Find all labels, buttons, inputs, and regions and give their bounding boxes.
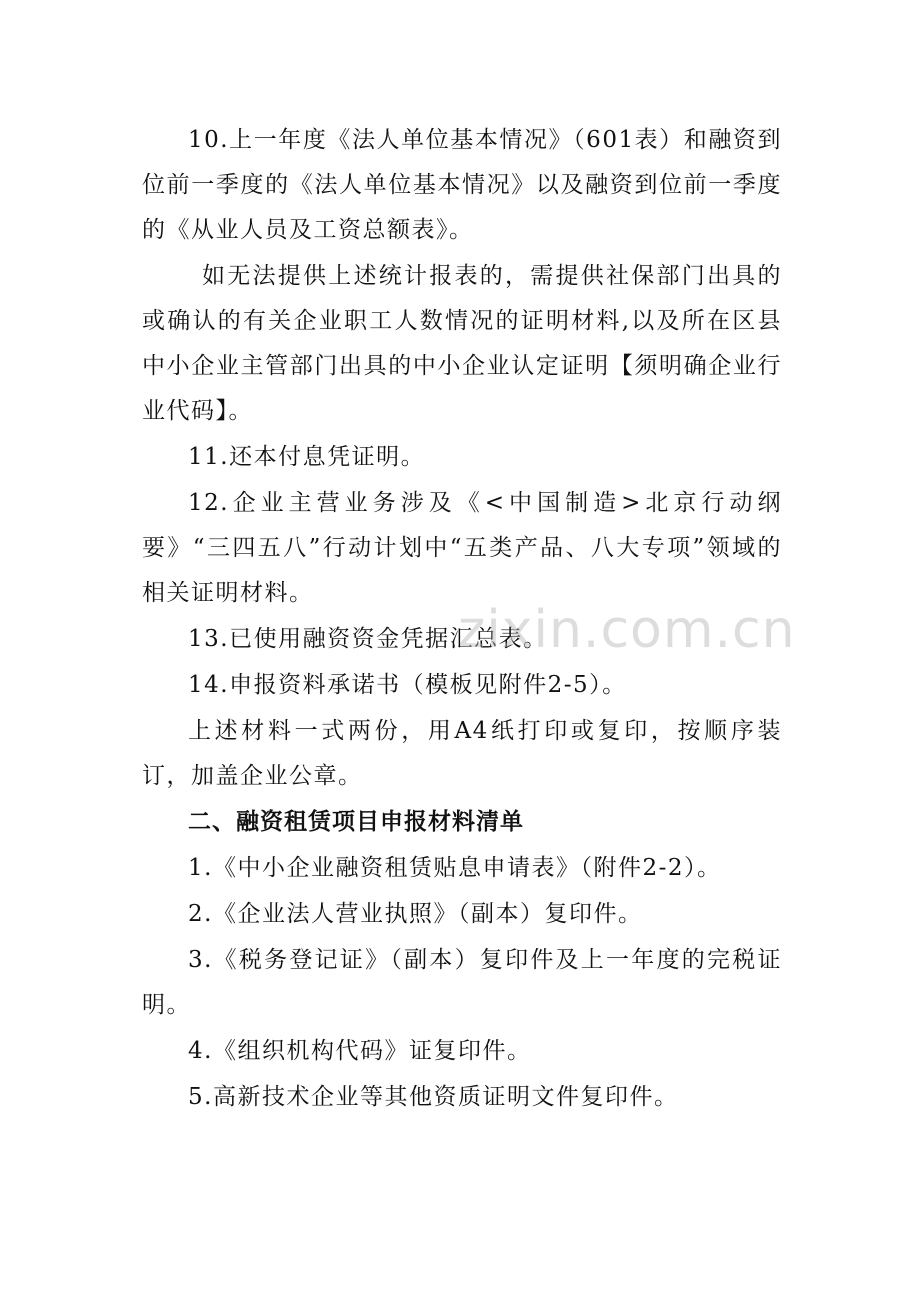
section-item-5: 5.高新技术企业等其他资质证明文件复印件。	[188, 1084, 679, 1110]
section-heading: 二、融资租赁项目申报材料清单	[188, 809, 524, 835]
paragraph-item-14: 14.申报资料承诺书（模板见附件2-5）。	[188, 672, 627, 698]
paragraph-statistics-alternative: 如无法提供上述统计报表的，需提供社保部门出具的或确认的有关企业职工人数情况的证明材料,以及所在区县中小企业主管部门出具的中小企业认定证明【须明确企业行业代码】。	[142, 263, 782, 424]
section-item-1: 1.《中小企业融资租赁贴息申请表》（附件2-2）。	[188, 855, 722, 881]
paragraph-item-13: 13.已使用融资资金凭据汇总表。	[188, 626, 548, 652]
paragraph-item-11: 11.还本付息凭证明。	[188, 444, 426, 470]
paragraph-item-12: 12.企业主营业务涉及《<中国制造>北京行动纲要》“三四五八”行动计划中“五类产品、八大专项”领域的相关证明材料。	[142, 490, 782, 606]
section-item-3: 3.《税务登记证》（副本）复印件及上一年度的完税证明。	[142, 947, 782, 1018]
paragraph-binding-instructions: 上述材料一式两份，用A4纸打印或复印，按顺序装订，加盖企业公章。	[142, 718, 782, 789]
section-item-2: 2.《企业法人营业执照》（副本）复印件。	[188, 901, 643, 927]
watermark-text: zixin.com.cn	[458, 600, 796, 660]
paragraph-item-10: 10.上一年度《法人单位基本情况》（601表）和融资到位前一季度的《法人单位基本情况》以及融资到位前一季度的《从业人员及工资总额表》。	[142, 127, 782, 243]
document-body	[142, 118, 782, 1121]
section-item-4: 4.《组织机构代码》证复印件。	[188, 1038, 532, 1064]
